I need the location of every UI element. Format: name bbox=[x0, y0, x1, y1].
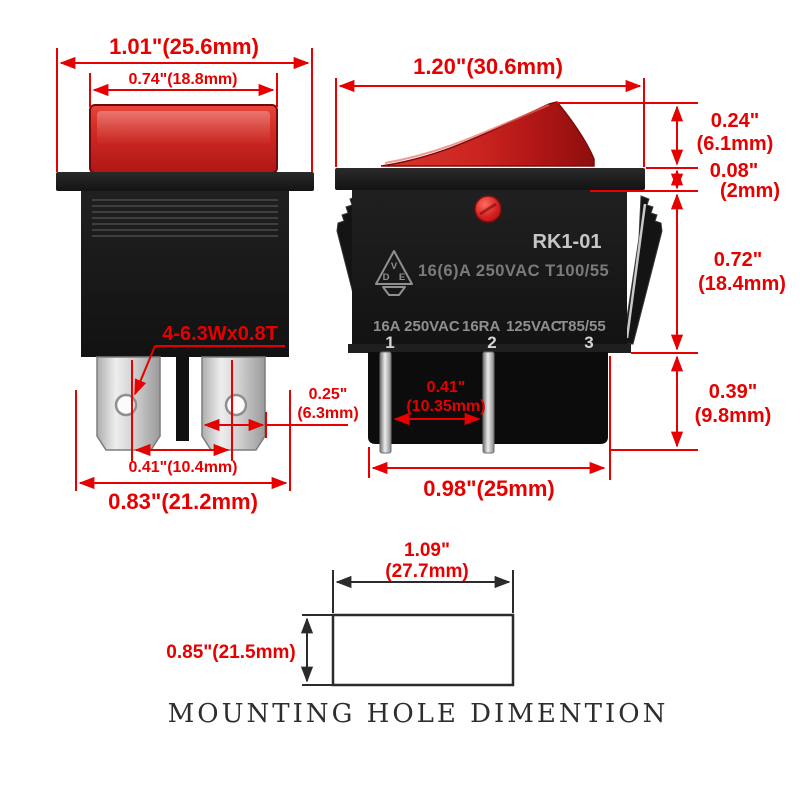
vde-letter-d: D bbox=[382, 272, 390, 283]
rating-pin2-label: 16RA bbox=[462, 318, 501, 335]
side-flange bbox=[335, 168, 645, 190]
dim-height-button-in: 0.24" bbox=[710, 110, 760, 132]
vde-letter-e: E bbox=[398, 272, 406, 283]
terminal-pin-center bbox=[176, 357, 189, 441]
dim-body-width: 0.83"(21.2mm) bbox=[108, 489, 258, 514]
dim-height-flange-in: 0.08" bbox=[709, 160, 759, 182]
pin-number-3: 3 bbox=[584, 333, 594, 352]
pin-number-2: 2 bbox=[487, 333, 497, 352]
dim-hole-spacing: 0.41"(10.4mm) bbox=[128, 459, 238, 476]
mounting-hole-diagram bbox=[166, 540, 668, 729]
rating-pin2b-label: 125VAC bbox=[506, 318, 562, 335]
dim-terminal-width-in: 0.25" bbox=[308, 386, 348, 403]
front-flange bbox=[56, 172, 314, 191]
rocker-button-highlight bbox=[97, 111, 270, 145]
model-number-label: RK1-01 bbox=[532, 231, 602, 253]
side-view bbox=[335, 102, 662, 453]
pin-number-1: 1 bbox=[385, 333, 395, 352]
dim-hole-height: 0.85"(21.5mm) bbox=[166, 642, 296, 663]
terminal-spec-label: 4-6.3Wx0.8T bbox=[162, 323, 278, 345]
dim-pin-spacing-in: 0.41" bbox=[426, 379, 466, 396]
front-body-ridges bbox=[92, 200, 278, 236]
dim-pin-spacing-mm: (10.35mm) bbox=[406, 398, 486, 415]
dim-height-body-in: 0.72" bbox=[713, 249, 763, 271]
dim-width-overall: 1.01"(25.6mm) bbox=[109, 34, 259, 59]
rating-primary-label: 16(6)A 250VAC T100/55 bbox=[418, 262, 610, 280]
mounting-hole-rect bbox=[333, 615, 513, 685]
solder-pin-1 bbox=[380, 352, 391, 453]
terminal-hole-right bbox=[226, 395, 246, 415]
mounting-hole-lines bbox=[302, 570, 513, 685]
dim-width-button: 0.74"(18.8mm) bbox=[128, 71, 238, 88]
dim-hole-width-in: 1.09" bbox=[404, 540, 450, 561]
rating-pin3-label: T85/55 bbox=[559, 318, 606, 335]
dim-height-pins-in: 0.39" bbox=[708, 381, 758, 403]
dim-height-flange-mm: (2mm) bbox=[719, 180, 781, 202]
dim-hole-width-mm: (27.7mm) bbox=[385, 561, 469, 582]
dim-length-overall: 1.20"(30.6mm) bbox=[413, 54, 563, 79]
dim-height-button-mm: (6.1mm) bbox=[696, 133, 774, 155]
rating-pin1-label: 16A 250VAC bbox=[373, 318, 460, 335]
front-view bbox=[56, 105, 314, 450]
dim-base-width: 0.98"(25mm) bbox=[423, 476, 555, 501]
dim-height-pins-mm: (9.8mm) bbox=[694, 405, 772, 427]
dim-terminal-width-mm: (6.3mm) bbox=[297, 405, 359, 422]
dim-height-body-mm: (18.4mm) bbox=[698, 273, 786, 295]
vde-letter-v: V bbox=[390, 261, 398, 272]
mounting-hole-caption: MOUNTING HOLE DIMENTION bbox=[167, 699, 669, 729]
